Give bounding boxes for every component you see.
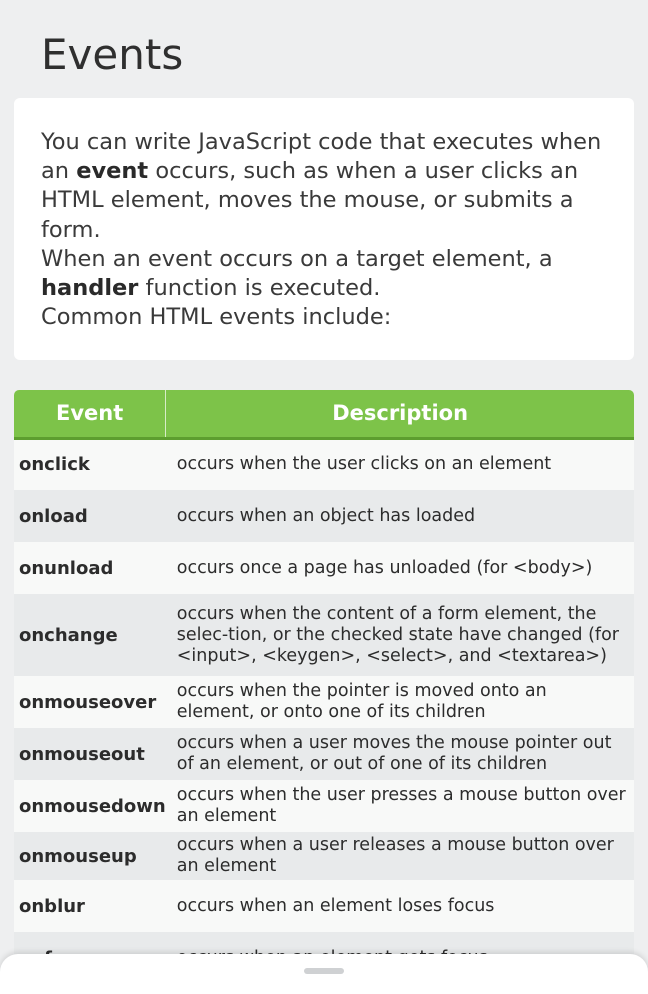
event-description: occurs when the content of a form element, the selec-tion, or the checked state have changed (for <input>, <keygen>, <select>, and <textarea>) [176,603,619,666]
intro-text: When an event occurs on a target element, a [41,245,553,272]
table-row [14,490,634,542]
event-name: onclick [19,454,90,476]
bottom-sheet[interactable] [0,954,648,994]
event-name: onmouseup [19,845,137,867]
event-description: occurs when the user clicks on an element [176,454,552,475]
event-description: occurs when the pointer is moved onto an element, or onto one of its children [176,681,547,722]
intro-text: function is executed. [138,275,381,302]
column-header-description: Description [166,390,634,438]
intro-paragraph-1 [41,128,606,245]
drag-handle[interactable] [304,968,344,974]
event-description: occurs when an object has loaded [176,505,476,526]
intro-card [14,98,634,360]
event-description: occurs when a user releases a mouse button over an element [176,835,614,876]
event-description: occurs when a user moves the mouse pointer out of an element, or out of one of its children [176,733,612,774]
event-name: onchange [19,624,118,646]
table-row [14,594,634,676]
event-name: onblur [19,895,85,917]
event-name: onload [19,505,88,527]
table-row [14,542,634,594]
intro-keyword-event: event [76,158,149,185]
table-row [14,438,634,490]
table-row [14,728,634,780]
event-name: onmouseout [19,743,145,765]
event-name: onunload [19,557,114,579]
event-description: occurs once a page has unloaded (for <body>) [176,557,593,578]
table-row [14,780,634,832]
table-row [14,880,634,932]
intro-text: occurs, such as when a user clicks an HTML element, moves the mouse, or submits a form. [41,158,579,243]
event-name: onmousedown [19,795,166,817]
intro-keyword-handler: handler [41,275,139,302]
event-name: onmouseover [19,691,157,713]
event-description: occurs when the user presses a mouse button over an element [176,785,626,826]
intro-paragraph-3: Common HTML events include: [41,304,392,331]
table-row [14,676,634,728]
event-description: occurs when an element loses focus [176,895,495,916]
table-header-row [14,390,634,438]
intro-text: You can write JavaScript code that executes when an [41,129,602,185]
events-table [14,390,634,984]
column-header-event: Event [14,390,166,438]
table-row [14,832,634,880]
intro-paragraph-2 [41,245,606,303]
page-title: Events [41,30,184,79]
